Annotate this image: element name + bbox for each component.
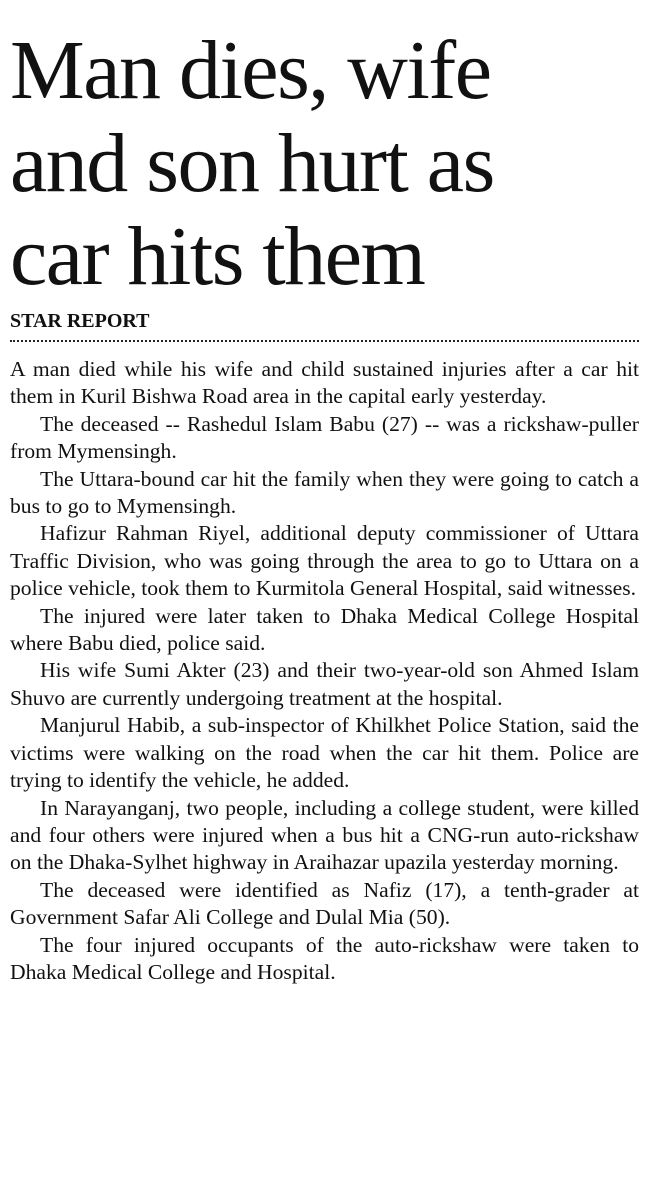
article-paragraph: The Uttara-bound car hit the family when they were going to catch a bus to go to Mymensingh. [10,466,639,519]
dotted-divider [10,340,639,342]
article-paragraph: A man died while his wife and child sustained injuries after a car hit them in Kuril Bishwa Road area in the capital early yesterday. [10,357,639,409]
article-body [10,356,639,986]
article-paragraph: Hafizur Rahman Riyel, additional deputy commissioner of Uttara Traffic Division, who was going through the area to go to Uttara on a police vehicle, took them to Kurmitola General Hospital, said witnesses. [10,521,639,601]
headline [10,0,639,303]
headline-line: car hits them [10,210,425,303]
headline-line: and son hurt as [10,117,494,210]
article-paragraph: The four injured occupants of the auto-rickshaw were taken to Dhaka Medical College and Hospital. [10,932,639,984]
byline: STAR REPORT [10,310,150,332]
article-paragraph: In Narayanganj, two people, including a college student, were killed and four others were injured when a bus hit a CNG-run auto-rickshaw on the Dhaka-Sylhet highway in Araihazar upazila yesterday morning. [10,795,639,875]
article-paragraph: Manjurul Habib, a sub-inspector of Khilkhet Police Station, said the victims were walking on the road when the car hit them. Police are trying to identify the vehicle, he added. [10,713,639,793]
article-paragraph: The deceased were identified as Nafiz (17), a tenth-grader at Government Safar Ali College and Dulal Mia (50). [10,877,639,930]
article-paragraph: The deceased -- Rashedul Islam Babu (27) -- was a rickshaw-puller from Mymensingh. [10,411,639,464]
headline-line: Man dies, wife [10,24,491,117]
article-paragraph: His wife Sumi Akter (23) and their two-year-old son Ahmed Islam Shuvo are currently undergoing treatment at the hospital. [10,658,639,710]
article-paragraph: The injured were later taken to Dhaka Medical College Hospital where Babu died, police said. [10,603,639,656]
